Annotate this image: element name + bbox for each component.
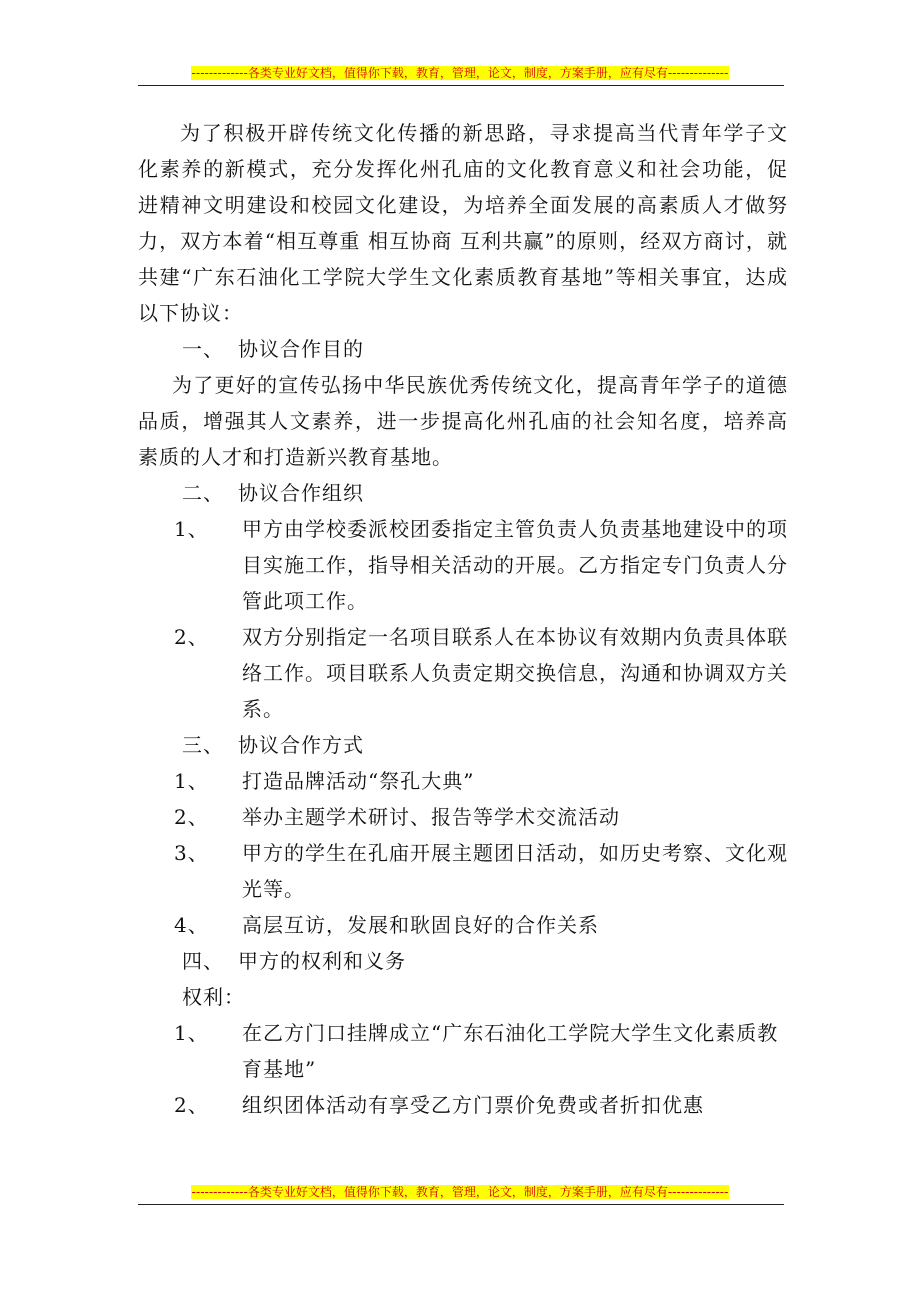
section-heading-4: 四、 甲方的权利和义务 xyxy=(182,949,406,973)
rights-subtitle: 权利： xyxy=(182,985,245,1009)
intro-paragraph: 为了积极开辟传统文化传播的新思路，寻求提高当代青年学子文化素养的新模式，充分发挥化州孔庙的文化教育意义和社会功能，促进精神文明建设和校园文化建设，为培养全面发展的高素质人才做努力，双方本着“相互尊重 相互协商 互利共赢”的原则，经双方商讨，就共建“广东石油化工学院大学生文化素质教育基地”等相关事宜，达成以下协议： xyxy=(138,121,788,325)
footer-banner xyxy=(0,1185,920,1200)
list-item-text: 甲方由学校委派校团委指定主管负责人负责基地建设中的项目实施工作，指导相关活动的开展。乙方指定专门负责人分管此项工作。 xyxy=(242,517,788,613)
list-item: 4、 高层互访，发展和耿固良好的合作关系 xyxy=(138,907,788,943)
header-banner xyxy=(0,66,920,81)
header-rule xyxy=(138,85,784,86)
list-item-text: 组织团体活动有享受乙方门票价免费或者折扣优惠 xyxy=(242,1093,704,1117)
section-heading-1: 一、 协议合作目的 xyxy=(182,337,364,361)
document-body xyxy=(138,115,788,1123)
list-item: 3、 甲方的学生在孔庙开展主题团日活动，如历史考察、文化观光等。 xyxy=(138,835,788,907)
list-item-text: 打造品牌活动“祭孔大典” xyxy=(242,769,475,793)
list-item-text: 甲方的学生在孔庙开展主题团日活动，如历史考察、文化观光等。 xyxy=(242,841,788,901)
list-item-text: 举办主题学术研讨、报告等学术交流活动 xyxy=(242,805,620,829)
footer-banner-text: -------------各类专业好文档，值得你下载，教育，管理，论文，制度，方案手册，应有尽有-------------- xyxy=(191,1185,729,1199)
list-item: 2、 双方分别指定一名项目联系人在本协议有效期内负责具体联络工作。项目联系人负责定期交换信息，沟通和协调双方关系。 xyxy=(138,619,788,727)
list-item: 2、 组织团体活动有享受乙方门票价免费或者折扣优惠 xyxy=(138,1087,788,1123)
list-item-text: 高层互访，发展和耿固良好的合作关系 xyxy=(242,913,599,937)
list-item: 1、 打造品牌活动“祭孔大典” xyxy=(138,763,788,799)
footer-rule xyxy=(138,1204,784,1205)
section-heading-3: 三、 协议合作方式 xyxy=(182,733,364,757)
list-item: 2、 举办主题学术研讨、报告等学术交流活动 xyxy=(138,799,788,835)
list-item-text: 在乙方门口挂牌成立“广东石油化工学院大学生文化素质教育基地” xyxy=(242,1021,779,1081)
list-item-text: 双方分别指定一名项目联系人在本协议有效期内负责具体联络工作。项目联系人负责定期交换信息，沟通和协调双方关系。 xyxy=(242,625,788,721)
header-banner-text: -------------各类专业好文档，值得你下载，教育，管理，论文，制度，方案手册，应有尽有-------------- xyxy=(191,66,729,80)
list-item: 1、 在乙方门口挂牌成立“广东石油化工学院大学生文化素质教育基地” xyxy=(138,1015,788,1087)
section-1-paragraph: 为了更好的宣传弘扬中华民族优秀传统文化，提高青年学子的道德品质，增强其人文素养，进一步提高化州孔庙的社会知名度，培养高素质的人才和打造新兴教育基地。 xyxy=(138,373,788,469)
list-item: 1、 甲方由学校委派校团委指定主管负责人负责基地建设中的项目实施工作，指导相关活动的开展。乙方指定专门负责人分管此项工作。 xyxy=(138,511,788,619)
section-heading-2: 二、 协议合作组织 xyxy=(182,481,364,505)
